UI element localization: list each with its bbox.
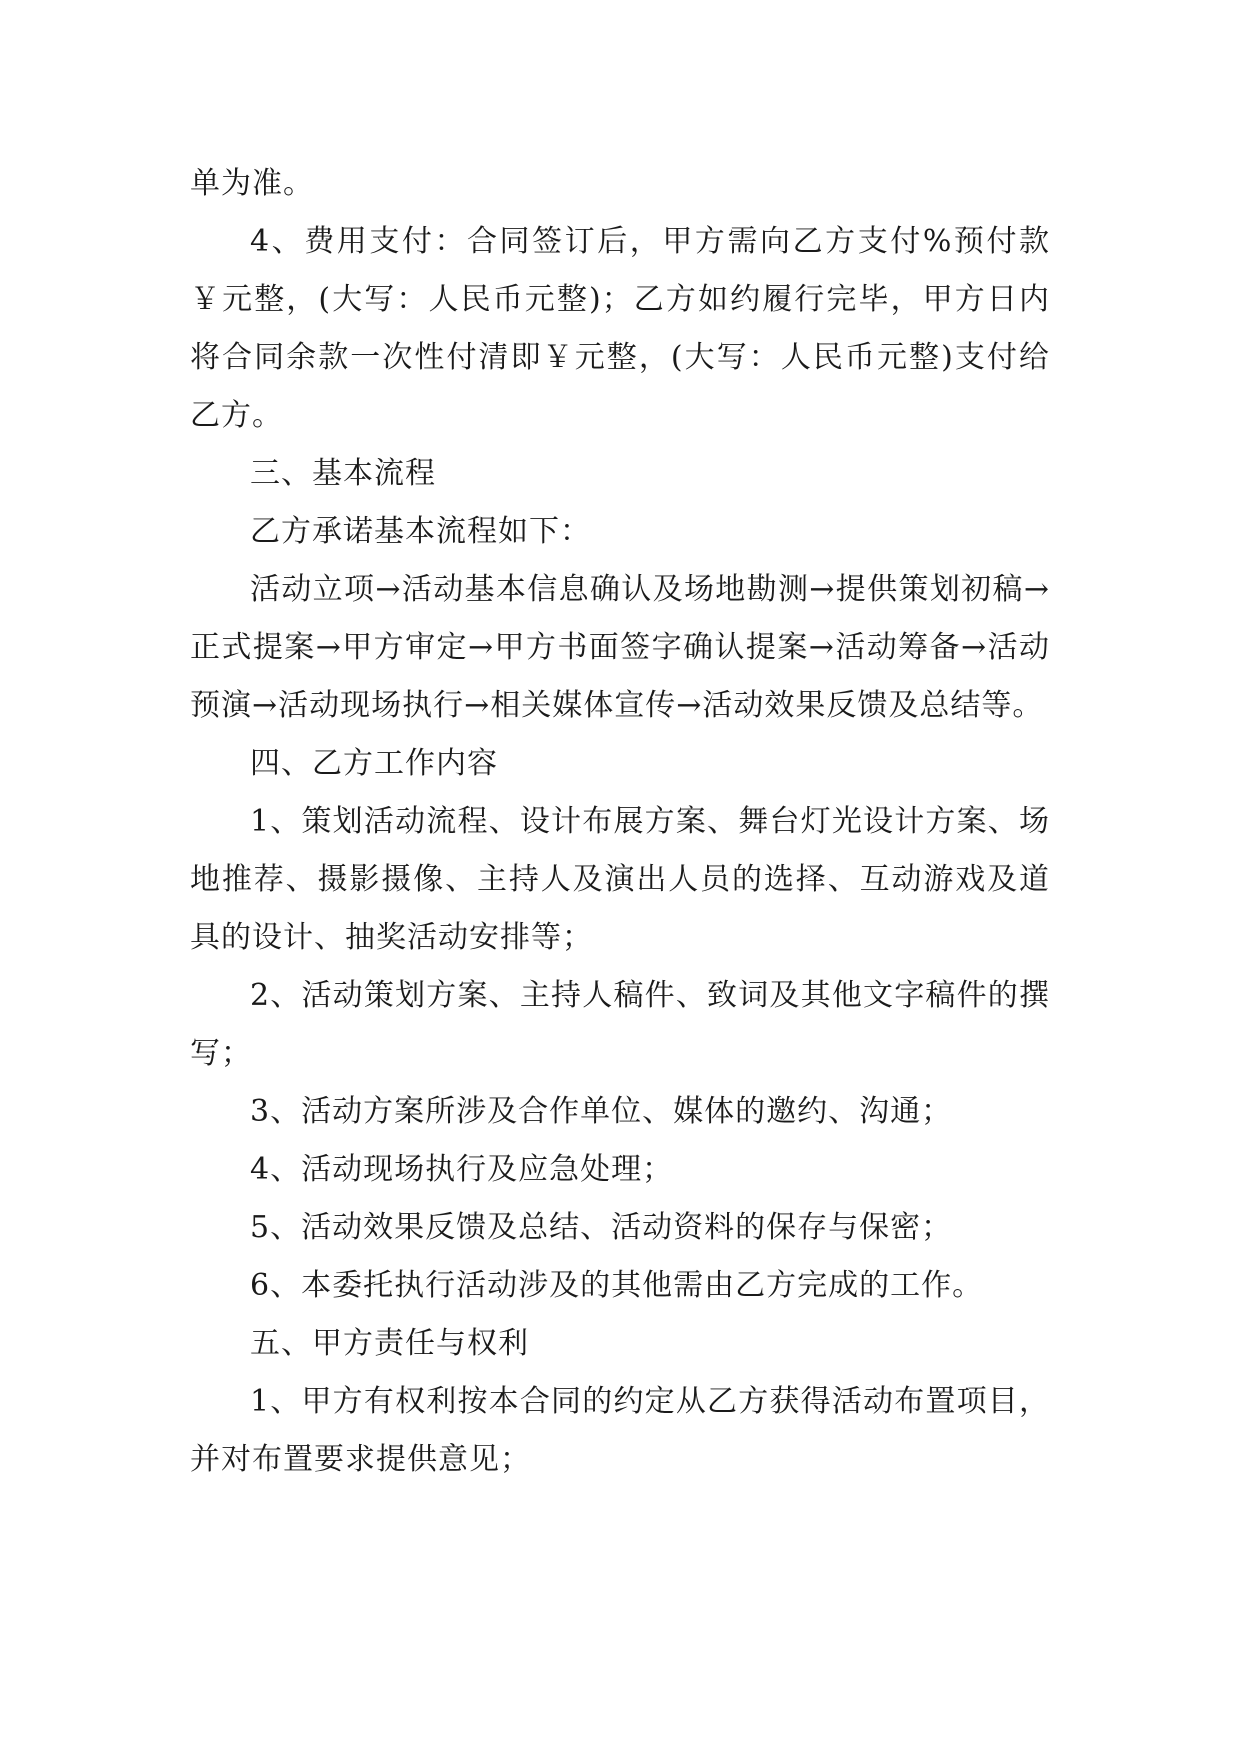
list-item-work-2: 2、活动策划方案、主持人稿件、致词及其他文字稿件的撰写； [190, 978, 1050, 1071]
section-heading-basic-process: 三、基本流程 [250, 456, 436, 491]
document-body [190, 155, 1050, 1489]
paragraph-process-flow: 活动立项→活动基本信息确认及场地勘测→提供策划初稿→正式提案→甲方审定→甲方书面签字确认提案→活动筹备→活动预演→活动现场执行→相关媒体宣传→活动效果反馈及总结等。 [190, 572, 1050, 723]
paragraph-process-intro: 乙方承诺基本流程如下： [250, 514, 591, 549]
list-item-work-5: 5、活动效果反馈及总结、活动资料的保存与保密； [250, 1210, 953, 1245]
list-item-rights-1: 1、甲方有权利按本合同的约定从乙方获得活动布置项目，并对布置要求提供意见； [190, 1384, 1050, 1477]
list-item-work-3: 3、活动方案所涉及合作单位、媒体的邀约、沟通； [250, 1094, 953, 1129]
paragraph-payment-terms: 4、费用支付：合同签订后，甲方需向乙方支付%预付款￥元整，(大写：人民币元整)；乙方如约履行完毕，甲方日内将合同余款一次性付清即￥元整，(大写：人民币元整)支付给乙方。 [190, 224, 1050, 433]
list-item-work-1: 1、策划活动流程、设计布展方案、舞台灯光设计方案、场地推荐、摄影摄像、主持人及演出人员的选择、互动游戏及道具的设计、抽奖活动安排等； [190, 804, 1050, 955]
paragraph-continuation: 单为准。 [190, 166, 314, 201]
list-item-work-4: 4、活动现场执行及应急处理； [250, 1152, 674, 1187]
section-heading-party-b-work: 四、乙方工作内容 [250, 746, 498, 781]
list-item-work-6: 6、本委托执行活动涉及的其他需由乙方完成的工作。 [250, 1268, 984, 1303]
section-heading-party-a-rights: 五、甲方责任与权利 [250, 1326, 529, 1361]
